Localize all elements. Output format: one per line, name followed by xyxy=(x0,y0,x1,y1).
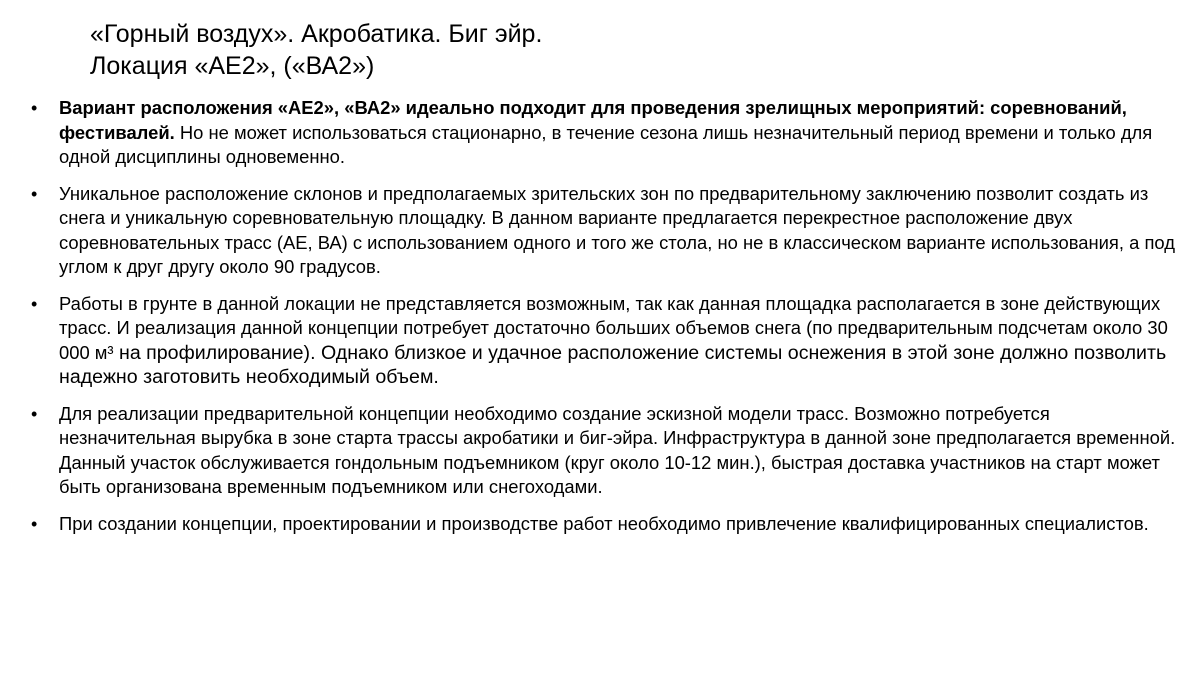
bullet-dot: • xyxy=(31,293,38,314)
title-line-1: «Горный воздух». Акробатика. Биг эйр. xyxy=(90,20,543,48)
bullet-item-4 xyxy=(28,402,1178,500)
bullet-3-text: Работы в грунте в данной локации не представляется возможным, так как данная площадка располагается в зоне действующих трасс. И реализация данной концепции потребует достаточно больших объемов снега (по предварительным подсчетам около 30 000 м³ xyxy=(59,292,1168,363)
bullet-item-3 xyxy=(28,292,1178,390)
bullet-3-text-large: на профилирование). Однако близкое и удачное расположение системы оснежения в этой зоне должно позволить надежно заготовить необходимый объем. xyxy=(59,341,1167,388)
bullet-4-text: Для реализации предварительной концепции необходимо создание эскизной модели трасс. Возможно потребуется незначительная вырубка в зоне старта трассы акробатики и биг-эйра. Инфраструктура в данной зоне предполагается временной. Данный участок обслуживается гондольным подъемником (круг около 10-12 мин.), быстрая доставка участников на старт может быть организована временным подъемником или снегоходами. xyxy=(59,402,1176,497)
bullet-1-bold-text: Вариант расположения «АЕ2», «ВА2» идеально подходит для проведения зрелищных мероприятий: соревнований, фестивалей. xyxy=(59,97,1127,143)
bullet-2-text: Уникальное расположение склонов и предполагаемых зрительских зон по предварительному заключению позволит создать из снега и уникальную соревновательную площадку. В данном варианте предлагается перекрестное расположение двух соревновательных трасс (АЕ, ВА) с использованием одного и того же стола, но не в классическом варианте использования, а под углом к друг другу около 90 градусов. xyxy=(59,182,1175,277)
title-line-2: Локация «АЕ2», («ВА2») xyxy=(90,52,375,80)
slide-title xyxy=(90,18,1140,82)
bullet-dot: • xyxy=(31,513,38,534)
bullet-item-2 xyxy=(28,182,1178,280)
bullet-1-text: Но не может использоваться стационарно, в течение сезона лишь незначительный период времени и только для одной дисциплины одновеменно. xyxy=(59,121,1153,167)
bullet-item-1 xyxy=(28,96,1178,170)
bullet-5-text: При создании концепции, проектировании и производстве работ необходимо привлечение квалифицированных специалистов. xyxy=(59,512,1149,534)
bullet-list xyxy=(28,96,1178,546)
bullet-dot: • xyxy=(31,403,38,424)
bullet-dot: • xyxy=(31,98,38,118)
bullet-dot: • xyxy=(31,183,38,204)
bullet-item-5 xyxy=(28,512,1178,537)
